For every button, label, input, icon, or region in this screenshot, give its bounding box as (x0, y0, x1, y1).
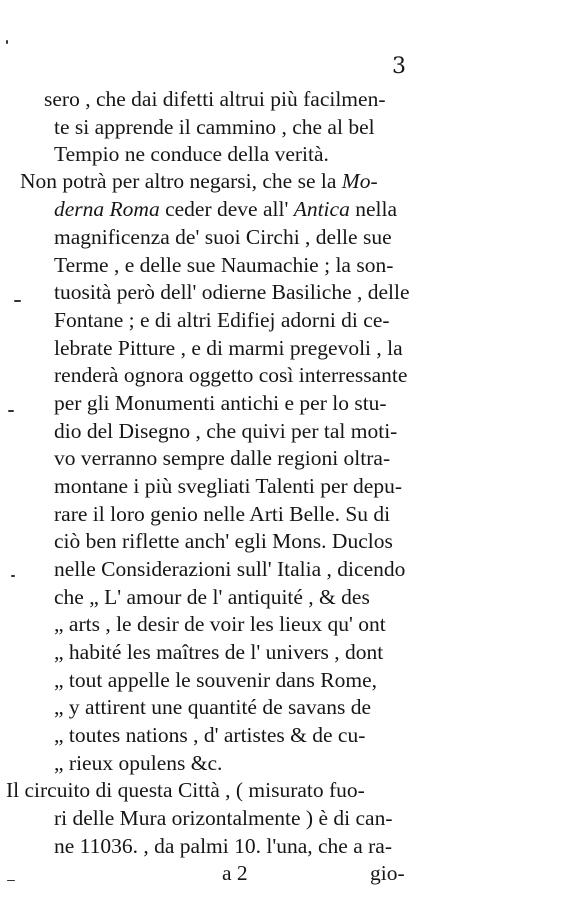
bleed-through-mark (8, 410, 14, 412)
line-text: „ toutes nations , d' artistes & de cu- (54, 723, 366, 747)
text-line-5 (54, 194, 397, 224)
line-text: rare il loro genio nelle Arti Belle. Su di (54, 502, 391, 526)
text-line-20 (54, 609, 386, 639)
text-line-4 (20, 166, 378, 196)
line-text: montane i più svegliati Talenti per depu- (54, 474, 402, 498)
text-line-16 (54, 499, 390, 529)
text-line-7 (54, 250, 393, 280)
text-line-19 (54, 582, 370, 612)
line-text: magnificenza de' suoi Circhi , delle sue (54, 225, 392, 249)
text-line-14 (54, 443, 390, 473)
line-text: lebrate Pitture , e di marmi pregevoli , la (54, 336, 403, 360)
text-line-10 (54, 333, 403, 363)
line-text: nella (349, 197, 397, 221)
line-text: „ tout appelle le souvenir dans Rome, (54, 668, 378, 692)
text-line-3 (54, 139, 329, 169)
line-italic-text: derna Roma (54, 197, 160, 221)
text-line-21 (54, 637, 383, 667)
text-line-18 (54, 554, 405, 584)
line-text: per gli Monumenti antichi e per lo stu- (54, 391, 387, 415)
signature-mark: a 2 (222, 861, 248, 885)
line-text: Tempio ne conduce della verità. (54, 142, 329, 166)
text-line-13 (54, 416, 397, 446)
line-text: Il circuito di questa Città , ( misurato fuo- (6, 778, 365, 802)
text-line-24 (54, 720, 365, 750)
line-text: te si apprende il cammino , che al bel (54, 115, 375, 139)
line-text: ri delle Mura orizontalmente ) è di can- (54, 806, 393, 830)
text-line-25 (54, 748, 222, 778)
line-italic-text: Mo- (341, 169, 378, 193)
text-line-8 (54, 277, 410, 307)
bleed-through-mark (7, 880, 15, 881)
line-text: ciò ben riflette anch' egli Mons. Duclos (54, 529, 393, 553)
text-line-28 (54, 831, 392, 861)
line-text: Fontane ; e di altri Edifiej adorni di ce- (54, 308, 390, 332)
text-line-22 (54, 665, 377, 695)
line-text: renderà ognora oggetto così interressante (54, 363, 408, 387)
line-text: che „ L' amour de l' antiquité , & des (54, 585, 370, 609)
line-italic-text: Antica (293, 197, 350, 221)
text-line-6 (54, 222, 392, 252)
line-text: nelle Considerazioni sull' Italia , dicendo (54, 557, 406, 581)
line-text: vo verranno sempre dalle regioni oltra- (54, 446, 391, 470)
line-text: ne 11036. , da palmi 10. l'una, che a ra- (54, 834, 393, 858)
bleed-through-mark (6, 40, 8, 44)
line-text: „ arts , le desir de voir les lieux qu' ont (54, 612, 386, 636)
bleed-through-mark (14, 300, 21, 302)
line-text: sero , che dai difetti altrui più facilmen- (44, 87, 386, 111)
line-text: Terme , e delle sue Naumachie ; la son- (54, 253, 394, 277)
text-line-12 (54, 388, 387, 418)
text-line-2 (54, 112, 375, 142)
text-line-11 (54, 360, 407, 390)
text-line-17 (54, 526, 393, 556)
line-text: „ rieux opulens &c. (54, 751, 223, 775)
text-line-9 (54, 305, 390, 335)
text-line-15 (54, 471, 402, 501)
text-line-26 (6, 775, 365, 805)
catchword: gio- (370, 861, 405, 885)
text-line-27 (54, 803, 392, 833)
line-text: dio del Disegno , che quivi per tal moti- (54, 419, 398, 443)
text-line-1 (44, 84, 385, 114)
text-line-23 (54, 692, 371, 722)
line-text: „ y attirent une quantité de savans de (54, 695, 372, 719)
line-text: Non potrà per altro negarsi, che se la (20, 169, 342, 193)
page-number: 3 (392, 54, 406, 79)
line-text: ceder deve all' (159, 197, 294, 221)
bleed-through-mark (11, 575, 15, 577)
line-text: „ habité les maîtres de l' univers , dont (54, 640, 384, 664)
line-text: tuosità però dell' odierne Basiliche , delle (54, 280, 410, 304)
